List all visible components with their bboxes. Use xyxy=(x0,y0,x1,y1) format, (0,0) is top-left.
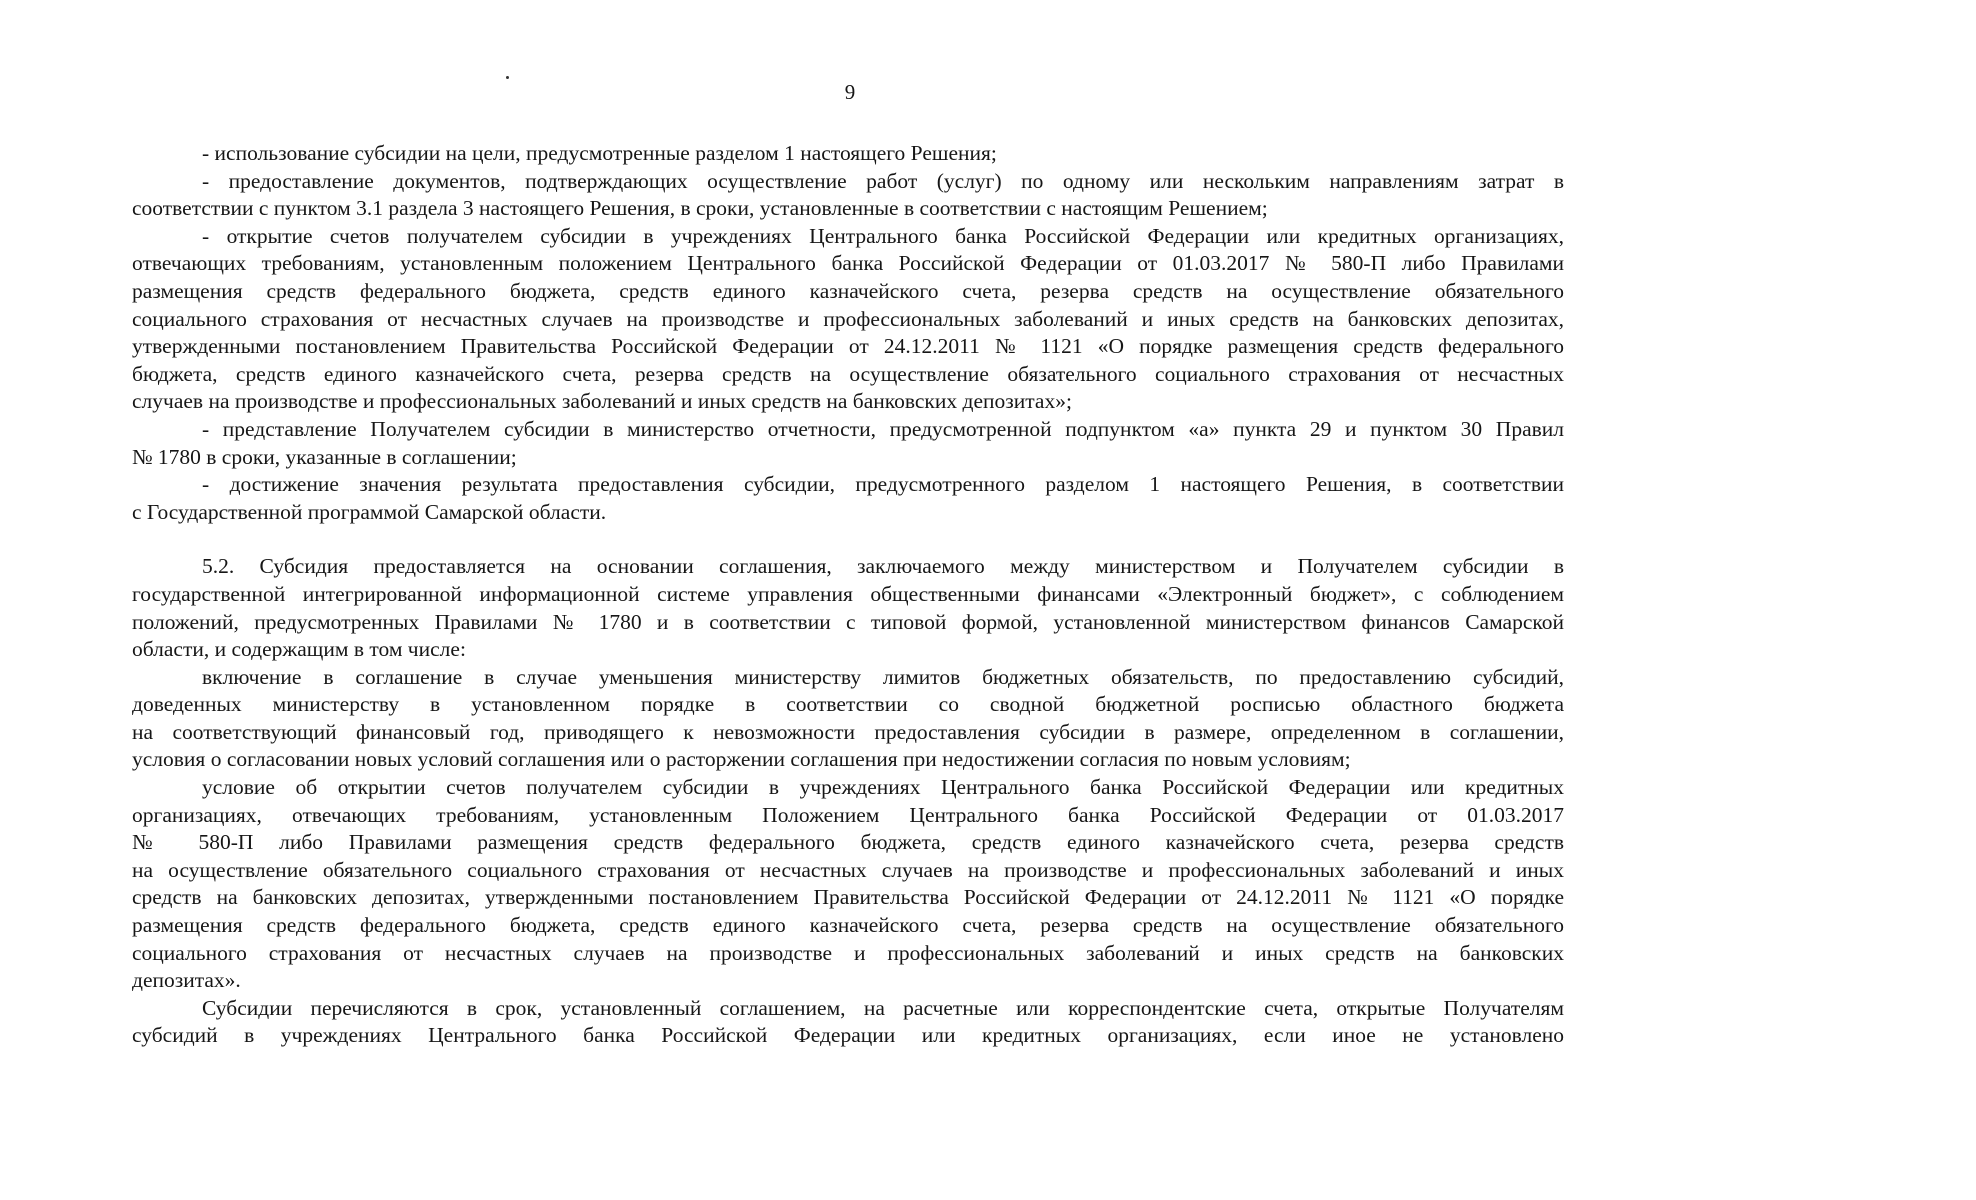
text-line: социального страхования от несчастных случаев на производстве и профессиональных заболеваний и иных средств на банковских депозитах, xyxy=(132,306,1564,331)
text-line: организациях, отвечающих требованиям, установленным Положением Центрального банка Российской Федерации от 01.03.2017 xyxy=(132,802,1564,827)
text-line: включение в соглашение в случае уменьшения министерству лимитов бюджетных обязательств, по предоставлению субсидий, xyxy=(202,664,1564,689)
text-line: - открытие счетов получателем субсидии в учреждениях Центрального банка Российской Федерации или кредитных организациях, xyxy=(202,223,1564,248)
text-line: размещения средств федерального бюджета, средств единого казначейского счета, резерва средств на осуществление обязательного xyxy=(132,913,1564,938)
text-line: - использование субсидии на цели, предусмотренные разделом 1 настоящего Решения; xyxy=(202,141,997,165)
page-number: 9 xyxy=(844,80,856,104)
document-body xyxy=(132,140,1564,1050)
text-line: условие об открытии счетов получателем субсидии в учреждениях Центрального банка Российской Федерации или кредитных xyxy=(202,775,1564,800)
text-line: субсидий в учреждениях Центрального банка Российской Федерации или кредитных организациях, если иное не установлено xyxy=(132,1023,1564,1048)
text-line: положений, предусмотренных Правилами № 1780 и в соответствии с типовой формой, установленной министерством финансов Самарской xyxy=(132,609,1564,634)
text-line: размещения средств федерального бюджета, средств единого казначейского счета, резерва средств на осуществление обязательного xyxy=(132,278,1564,303)
text-line: - представление Получателем субсидии в министерство отчетности, предусмотренной подпунктом «а» пункта 29 и пунктом 30 Правил xyxy=(202,416,1564,441)
text-line: № 1780 в сроки, указанные в соглашении; xyxy=(132,444,517,469)
text-line: средств на банковских депозитах, утвержденными постановлением Правительства Российской Федерации от 24.12.2011 № 1121 «О порядке xyxy=(132,885,1564,910)
text-line: депозитах». xyxy=(132,968,241,993)
scan-speck xyxy=(506,76,509,79)
text-line: на соответствующий финансовый год, приводящего к невозможности предоставления субсидии в размере, определенном в соглашении, xyxy=(132,719,1564,744)
text-line: с Государственной программой Самарской области. xyxy=(132,499,607,524)
text-line: Субсидии перечисляются в срок, установленный соглашением, на расчетные или корреспондентские счета, открытые Получателям xyxy=(202,995,1564,1020)
text-line: соответствии с пунктом 3.1 раздела 3 настоящего Решения, в сроки, установленные в соответствии с настоящим Решением; xyxy=(132,196,1268,221)
text-line: области, и содержащим в том числе: xyxy=(132,637,466,662)
text-line: № 580-П либо Правилами размещения средств федерального бюджета, средств единого казначейского счета, резерва средств xyxy=(132,830,1564,855)
text-line: утвержденными постановлением Правительства Российской Федерации от 24.12.2011 № 1121 «О порядке размещения средств федерального xyxy=(132,334,1564,359)
text-line: - достижение значения результата предоставления субсидии, предусмотренного разделом 1 настоящего Решения, в соответствии xyxy=(202,472,1564,497)
text-line: отвечающих требованиям, установленным положением Центрального банка Российской Федерации от 01.03.2017 № 580-П либо Правилами xyxy=(132,251,1564,276)
text-line: условия о согласовании новых условий соглашения или о расторжении соглашения при недостижении согласия по новым условиям; xyxy=(132,747,1351,772)
text-line: социального страхования от несчастных случаев на производстве и профессиональных заболеваний и иных средств на банковских xyxy=(132,940,1564,965)
text-line: доведенных министерству в установленном порядке в соответствии со сводной бюджетной росписью областного бюджета xyxy=(132,692,1564,717)
text-line: случаев на производстве и профессиональных заболеваний и иных средств на банковских депозитах»; xyxy=(132,389,1072,414)
text-line: - предоставление документов, подтверждающих осуществление работ (услуг) по одному или нескольким направлениям затрат в xyxy=(202,168,1564,193)
text-line: бюджета, средств единого казначейского счета, резерва средств на осуществление обязательного социального страхования от несчастных xyxy=(132,361,1564,386)
paragraph-gap xyxy=(132,526,1564,553)
text-line: государственной интегрированной информационной системе управления общественными финансами «Электронный бюджет», с соблюдением xyxy=(132,581,1564,606)
text-line: на осуществление обязательного социального страхования от несчастных случаев на производстве и профессиональных заболеваний и иных xyxy=(132,857,1564,882)
text-line: 5.2. Субсидия предоставляется на основании соглашения, заключаемого между министерством и Получателем субсидии в xyxy=(202,554,1564,579)
